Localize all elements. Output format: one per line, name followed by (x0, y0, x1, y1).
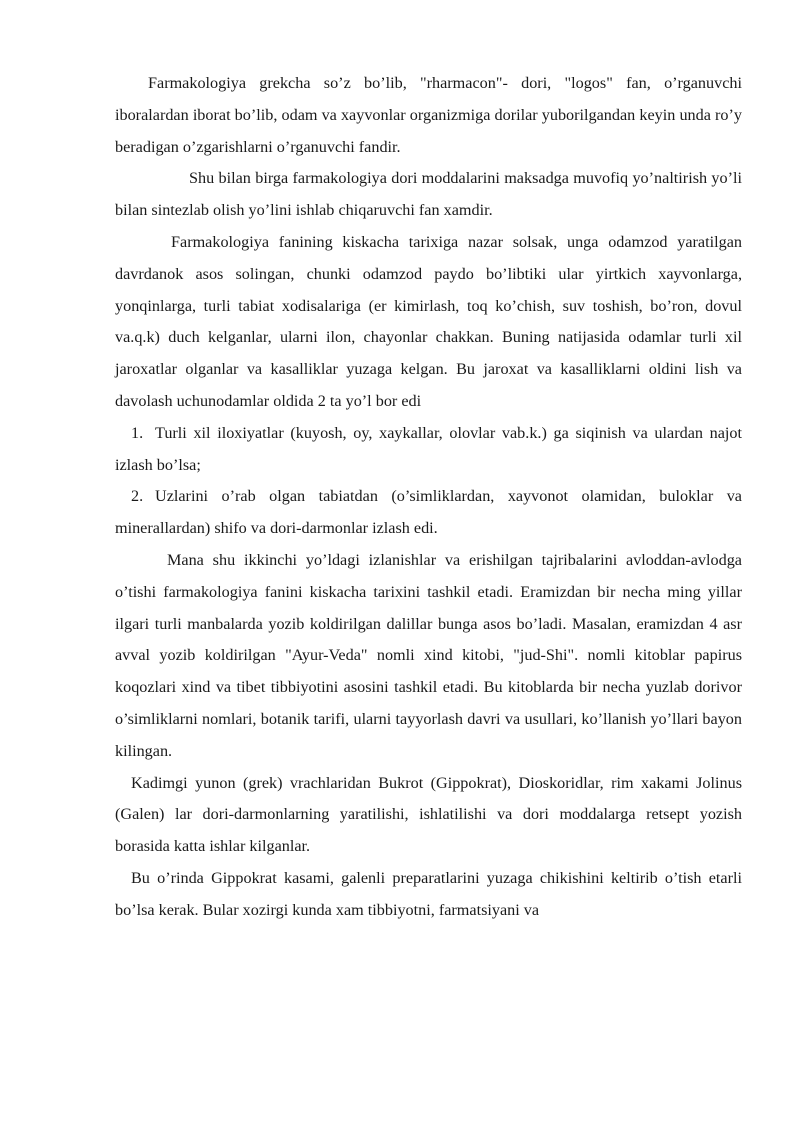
list-number: 2. (131, 487, 144, 506)
list-item-text: Uzlarini o’rab olgan tabiatdan (o’simliklardan, xayvonot olamidan, buloklar va minerallardan) shifo va dori-darmonlar izlash edi. (115, 487, 742, 538)
list-item (115, 481, 742, 545)
list-item (115, 418, 742, 482)
list-number: 1. (131, 423, 144, 442)
paragraph-ancient-sources: Mana shu ikkinchi yo’ldagi izlanishlar va erishilgan tajribalarini avloddan-avlodga o’tishi farmakologiya fanini kiskacha tarixini tashkil etadi. Eramizdan bir necha ming yillar ilgari turli manbalarda yozib koldirilgan dalillar bunga asos bo’ladi. Masalan, eramizdan 4 asr avval yozib koldirilgan "Ayur-Veda" nomli xind kitobi, "jud-Shi". nomli kitoblar papirus koqozlari xind va tibet tibbiyotini asosini tashkil etadi. Bu kitoblarda bir necha yuzlab dorivor o’simliklarni nomlari, botanik tarifi, ularni tayyorlash davri va usullari, ko’llanish yo’llari bayon kilingan. (115, 550, 742, 760)
paragraph-definition: Farmakologiya grekcha so’z bo’lib, "rharmacon"- dori, "logos" fan, o’rganuvchi iboralardan iborat bo’lib, odam va xayvonlar organizmiga dorilar yuborilgandan keyin unda ro’y beradigan o’zgarishlarni o’rganuvchi fandir. (115, 74, 742, 156)
list-item-text: Turli xil iloxiyatlar (kuyosh, oy, xaykallar, olovlar vab.k.) ga siqinish va ulardan najot izlash bo’lsa; (115, 423, 742, 474)
paragraph-gippokrat: Bu o’rinda Gippokrat kasami, galenli preparatlarini yuzaga chikishini keltirib o’tish etarli bo’lsa kerak. Bular xozirgi kunda xam tibbiyotni, farmatsiyani va (115, 868, 742, 919)
document-page (115, 68, 742, 927)
paragraph-greek-physicians: Kadimgi yunon (grek) vrachlaridan Bukrot (Gippokrat), Dioskoridlar, rim xakami Jolinus (Galen) lar dori-darmonlarning yaratilishi, ishlatilishi va dori moddalarga retsept yozish borasida katta ishlar kilganlar. (115, 773, 742, 856)
paragraph-history: Farmakologiya fanining kiskacha tarixiga nazar solsak, unga odamzod yaratilgan davrdanok asos solingan, chunki odamzod paydo bo’libtiki ular yirtkich xayvonlarga, yonqinlarga, turli tabiat xodisalariga (er kimirlash, toq ko’chish, suv toshish, bo’ron, dovul va.q.k) duch kelganlar, ularni ilon, chayonlar chakkan. Buning natijasida odamlar turli xil jaroxatlar olganlar va kasalliklar yuzaga kelgan. Bu jaroxat va kasalliklarni oldini lish va davolash uchunodamlar oldida 2 ta yo’l bor edi (115, 232, 742, 410)
paragraph-synthesis: Shu bilan birga farmakologiya dori moddalarini maksadga muvofiq yo’naltirish yo’li bilan sintezlab olish yo’lini ishlab chiqaruvchi fan xamdir. (115, 169, 742, 220)
